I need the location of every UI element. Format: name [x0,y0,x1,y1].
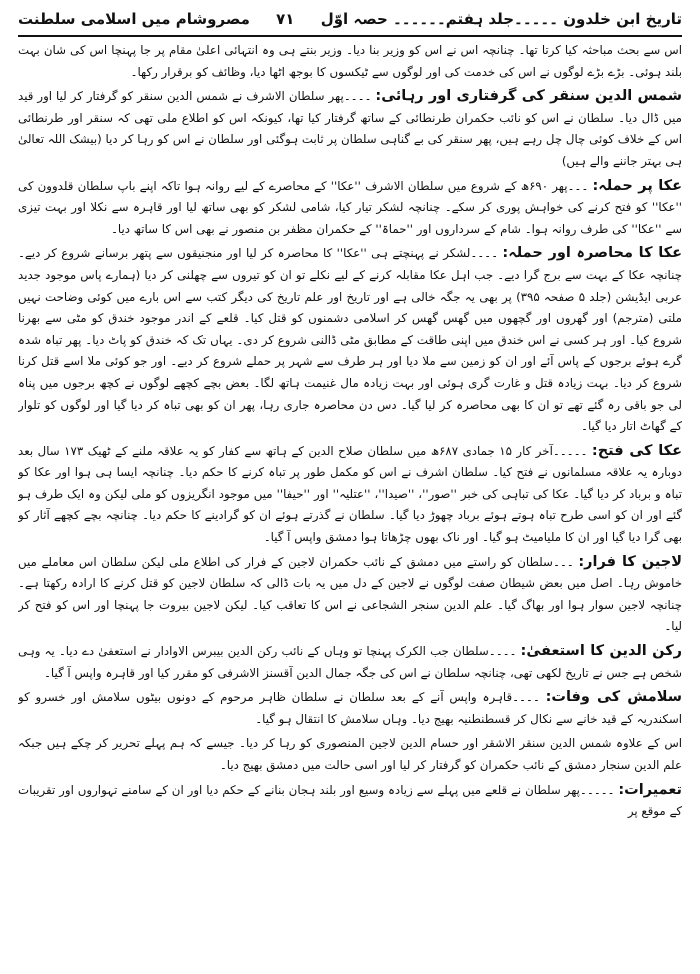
paragraph [18,780,682,823]
paragraph [18,733,682,776]
paragraph [18,441,682,549]
page-body [18,40,682,970]
paragraph [18,552,682,638]
paragraph-heading: عکا کی فتح: [591,442,682,459]
paragraph-text: ۔۔۔۔۔پھر سلطان نے قلعے میں پہلے سے زیادہ وسیع اور بلند ہجان بنانے کے حکم دیا اور ان کے سامنے تہواروں اور تقریبات کے موقع پر [18,782,682,819]
paragraph-heading: رکن الدین کا استعفیٰ: [520,643,682,660]
paragraph-heading: لاجین کا فرار: [578,553,682,570]
paragraph [18,176,682,241]
paragraph [18,641,682,684]
paragraph-text: ۔۔۔۔قاہرہ واپس آنے کے بعد سلطان نے سلطان ظاہر مرحوم کے دونوں بیٹوں سلامش اور خسرو کو اسکندریہ کے قید خانے سے نکال کر قسطنطنیہ بھیج دیا۔ وہاں سلامش کا انتقال ہو گیا۔ [18,690,682,726]
paragraph-text: اس کے علاوہ شمس الدین سنقر الاشقر اور حسام الدین لاجین المنصوری کو رہا کر دیا۔ جیسے کہ ہم پہلے تحریر کر چکے ہیں جبکہ علم الدین سنجار دمشق کے نائب حکمران کو گرفتار کر لیا اور اسی حالت میں دمشق بھیج دیا۔ [18,736,682,772]
paragraph-heading: عکا پر حملہ: [592,177,682,194]
paragraph [18,40,682,83]
page-header [18,6,682,32]
header-divider [18,35,682,37]
paragraph [18,687,682,730]
paragraph-text: ۔۔۔۔۔آخر کار ۱۵ جمادی ۶۸۷ھ میں سلطان صلاح الدین کے ہاتھ سے کفار کو یہ علاقہ ملنے کے ٹھیک ۱۷۳ سال بعد دوبارہ یہ علاقہ مسلمانوں نے فتح کیا۔ سلطان اشرف نے اس کو مکمل طور پر تباہ کرنے کا حکم دیا۔ چنانچہ ایسا ہی ہوا اور عکا کو تباہ و برباد کر دیا گیا۔ عکا کی تباہی کی خبر ''صور''، ''صیدا''، ''عتلیہ'' اور ''حیفا'' میں موجود انگریزوں کو ملی لیکن وہ ایک طرف ہو گئے اور ان کو اسی طرح تباہ ہوتے ہوئے برباد چھوڑ دیا گیا۔ سلطان نے گذرتے ہوئے ان کو گرادینے کا حکم دیا۔ چنانچہ بچے کچھے آثار کو بھی گرا دیا گیا اور ان کا ملیامیٹ ہو گیا۔ اور ناک بھوں چڑھاتا ہوا دمشق واپس آ گیا۔ [18,443,682,545]
paragraph-text: ۔۔۔۔لشکر نے پہنچتے ہی ''عکا'' کا محاصرہ کر لیا اور منجنیقوں سے پتھر برسانے شروع کر دیے۔ چنانچہ عکا کے بہت سے برج گرا دیے۔ جب اہل عکا مقابلہ کرنے کے لیے نکلے تو ان کو تیروں سے چھلنی کر دیا (ہمارے پاس موجود جدید عربی ایڈیشن (جلد ۵ صفحہ ۳۹۵) پر بھی یہ جگہ خالی ہے اور تاریخ اور علم تاریخ کی دیگر کتب سے اس بارے میں کوئی وضاحت نہیں ملتی (مترجم) اور گھروں اور گچھوں میں گھس گھس کر اسلامی دشمنوں کو قتل کیا۔ قلعے کے اندر موجود خندق کو مٹی سے بھرنا شروع کیا۔ اور ہر کسی نے اس خندق میں اپنی طاقت کے مطابق مٹی ڈالنی شروع کر دی۔ یہاں تک کہ خندق کو پاٹ دیا۔ پھر تباہ شدہ گرے ہوئے برجوں کے پاس آئے اور ان کو زمین سے ملا دیا اور ہر طرف سے شہر پر حملے شروع کر دیے۔ اور جو کوئی ملا اسے قتل کرنا شروع کر دیا۔ بہت زیادہ قتل و غارت گری ہوئی اور بہت زیادہ مال غنیمت ہاتھ لگا۔ بعض بچے کچھے لوگوں نے کچھ برجوں میں پناہ لی جو باقی رہ گئے تھے تو ان کا بھی محاصرہ کر لیا گیا۔ دس دن محاصرہ جاری رہا، پھر ان کو بھی تباہ کر دیا گیا اور لوگوں کو تلوار کے گھاٹ اتار دیا گیا۔ [18,246,682,434]
paragraph-text: ۔۔۔۔پھر سلطان الاشرف نے شمس الدین سنقر کو گرفتار کر لیا اور قید میں ڈال دیا۔ سلطان نے اس کو نائب حکمران طرنطائی کے ساتھ گرفتار کیا تھا، کیونکہ اس کو اطلاع ملی تھی کہ سنقر اور طرنطائی اس کے خلاف کوئی چال چل رہے ہیں، پھر سنقر کی بے گناہی سلطان پر ثابت ہوگئی اور سلطان نے اس کو رہا کر دیا (بیشک اللہ تعالیٰ ہی بہتر جاننے والے ہیں) [18,89,682,168]
paragraph-heading: سلامش کی وفات: [545,689,682,706]
paragraph-text: ۔۔۔پھر ۶۹۰ھ کے شروع میں سلطان الاشرف ''عکا'' کے محاصرے کے لیے روانہ ہوا تاکہ اپنے باپ سلطان قلدوون کی ''عکا'' کو فتح کرنے کی خواہش پوری کر سکے۔ چنانچہ لشکر تیار کیا، شامی لشکر کو بھی ساتھ لیا اور قاہرہ سے نکلا اور بہت تیزی سے ''عکا'' کی طرف روانہ ہوا۔ شام کے سرداروں اور ''حماۃ'' کے حکمران مظفر بن منصور نے بھی اس کا ساتھ دیا۔ [18,178,682,236]
paragraph [18,243,682,437]
paragraph-text: ۔۔۔سلطان کو راستے میں دمشق کے نائب حکمران لاجین کے فرار کی اطلاع ملی لیکن سلطان اس معاملے میں خاموش رہا۔ اصل میں بعض شیطان صفت لوگوں نے لاجین کے دل میں یہ بات ڈالی کہ سلطان لاجین کو قتل کرنے کا ارادہ رکھتا ہے۔ چنانچہ لاجین سوار ہوا اور بھاگ گیا۔ علم الدین سنجر الشجاعی نے اس کا تعاقب کیا۔ لیکن لاجین بیروت جا پہنچا اور اس کو فتح کر لیا۔ [18,554,682,634]
page-number: ۷۱ [276,10,295,28]
paragraph-heading: شمس الدین سنقر کی گرفتاری اور رہائی: [375,88,682,105]
header-book-title: تاریخ ابن خلدون ۔۔۔۔۔جلد ہفتم۔۔۔۔۔۔ حصہ اوّل [320,10,682,28]
paragraph-text: ۔۔۔۔سلطان جب الکرک پہنچا تو وہاں کے نائب رکن الدین بیبرس الاوادار نے استعفیٰ دے دیا۔ یہ وہی شخص ہے جس نے تاریخ لکھی تھی، چنانچہ سلطان نے اس کی جگہ جمال الدین آقسنز الاشرفی کو مقرر کیا اور قاہرہ واپس آ گیا۔ [18,644,682,680]
paragraph-text: اس سے بحث مباحثہ کیا کرتا تھا۔ چنانچہ اس نے اس کو وزیر بنا دیا۔ وزیر بنتے ہی وہ انتہائی اعلیٰ مقام پر جا پہنچا اس کی شان بہت بلند ہوئی۔ بڑے بڑے لوگوں نے اس کی خدمت کی اور لوگوں سے ٹیکسوں کا بوجھ اٹھا دیا، وظائف کو برقرار رکھا۔ [18,43,682,79]
paragraph-heading: عکا کا محاصرہ اور حملہ: [502,245,682,262]
paragraph [18,86,682,172]
paragraph-heading: تعمیرات: [618,781,682,798]
header-chapter-title: مصروشام میں اسلامی سلطنت [18,10,250,28]
